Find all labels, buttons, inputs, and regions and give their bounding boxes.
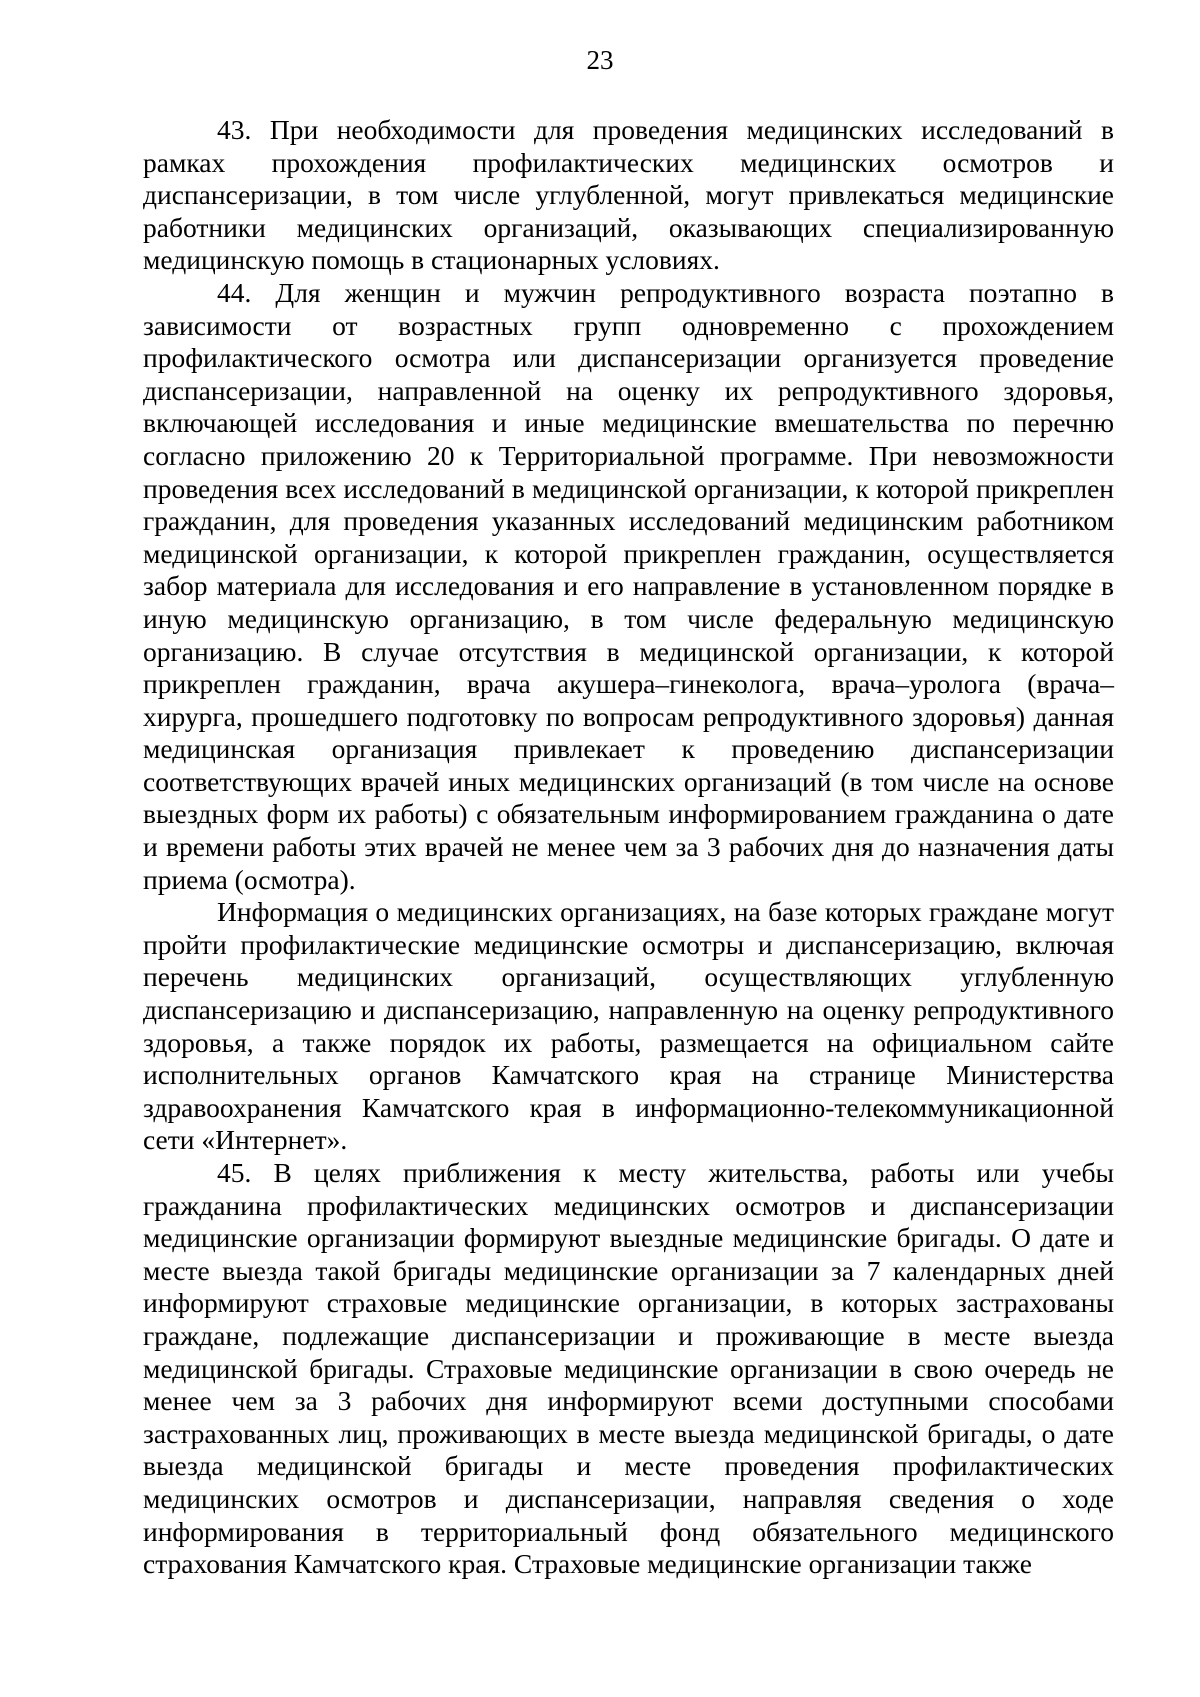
paragraph-45: 45. В целях приближения к месту жительства, работы или учебы гражданина профилактических медицинских осмотров и диспансеризации медицинские организации формируют выездные медицинские бригады. О дате и месте выезда такой бригады медицинские организации за 7 календарных дней информируют страховые медицинские организации, в которых застрахованы граждане, подлежащие диспансеризации и проживающие в месте выезда медицинской бригады. Страховые медицинские организации в свою очередь не менее чем за 3 рабочих дня информируют всеми доступными способами застрахованных лиц, проживающих в месте выезда медицинской бригады, о дате выезда медицинской бригады и месте проведения профилактических медицинских осмотров и диспансеризации, направляя сведения о ходе информирования в территориальный фонд обязательного медицинского страхования Камчатского края. Страховые медицинские организации также bbox=[143, 1157, 1114, 1580]
paragraph-44: 44. Для женщин и мужчин репродуктивного возраста поэтапно в зависимости от возрастных групп одновременно с прохождением профилактического осмотра или диспансеризации организуется проведение диспансеризации, направленной на оценку их репродуктивного здоровья, включающей исследования и иные медицинские вмешательства по перечню согласно приложению 20 к Территориальной программе. При невозможности проведения всех исследований в медицинской организации, к которой прикреплен гражданин, для проведения указанных исследований медицинским работником медицинской организации, к которой прикреплен гражданин, осуществляется забор материала для исследования и его направление в установленном порядке в иную медицинскую организацию, в том числе федеральную медицинскую организацию. В случае отсутствия в медицинской организации, к которой прикреплен гражданин, врача акушера–гинеколога, врача–уролога (врача–хирурга, прошедшего подготовку по вопросам репродуктивного здоровья) данная медицинская организация привлекает к проведению диспансеризации соответствующих врачей иных медицинских организаций (в том числе на основе выездных форм их работы) с обязательным информированием гражданина о дате и времени работы этих врачей не менее чем за 3 рабочих дня до назначения даты приема (осмотра). bbox=[143, 276, 1114, 895]
page-number: 23 bbox=[586, 45, 614, 75]
paragraph-43: 43. При необходимости для проведения медицинских исследований в рамках прохождения профилактических медицинских осмотров и диспансеризации, в том числе углубленной, могут привлекаться медицинские работники медицинских организаций, оказывающих специализированную медицинскую помощь в стационарных условиях. bbox=[143, 114, 1114, 276]
paragraph-information: Информация о медицинских организациях, на базе которых граждане могут пройти профилактические медицинские осмотры и диспансеризацию, включая перечень медицинских организаций, осуществляющих углубленную диспансеризацию и диспансеризацию, направленную на оценку репродуктивного здоровья, а также порядок их работы, размещается на официальном сайте исполнительных органов Камчатского края на странице Министерства здравоохранения Камчатского края в информационно-телекоммуникационной сети «Интернет». bbox=[143, 896, 1114, 1156]
document-body bbox=[143, 114, 1114, 1581]
